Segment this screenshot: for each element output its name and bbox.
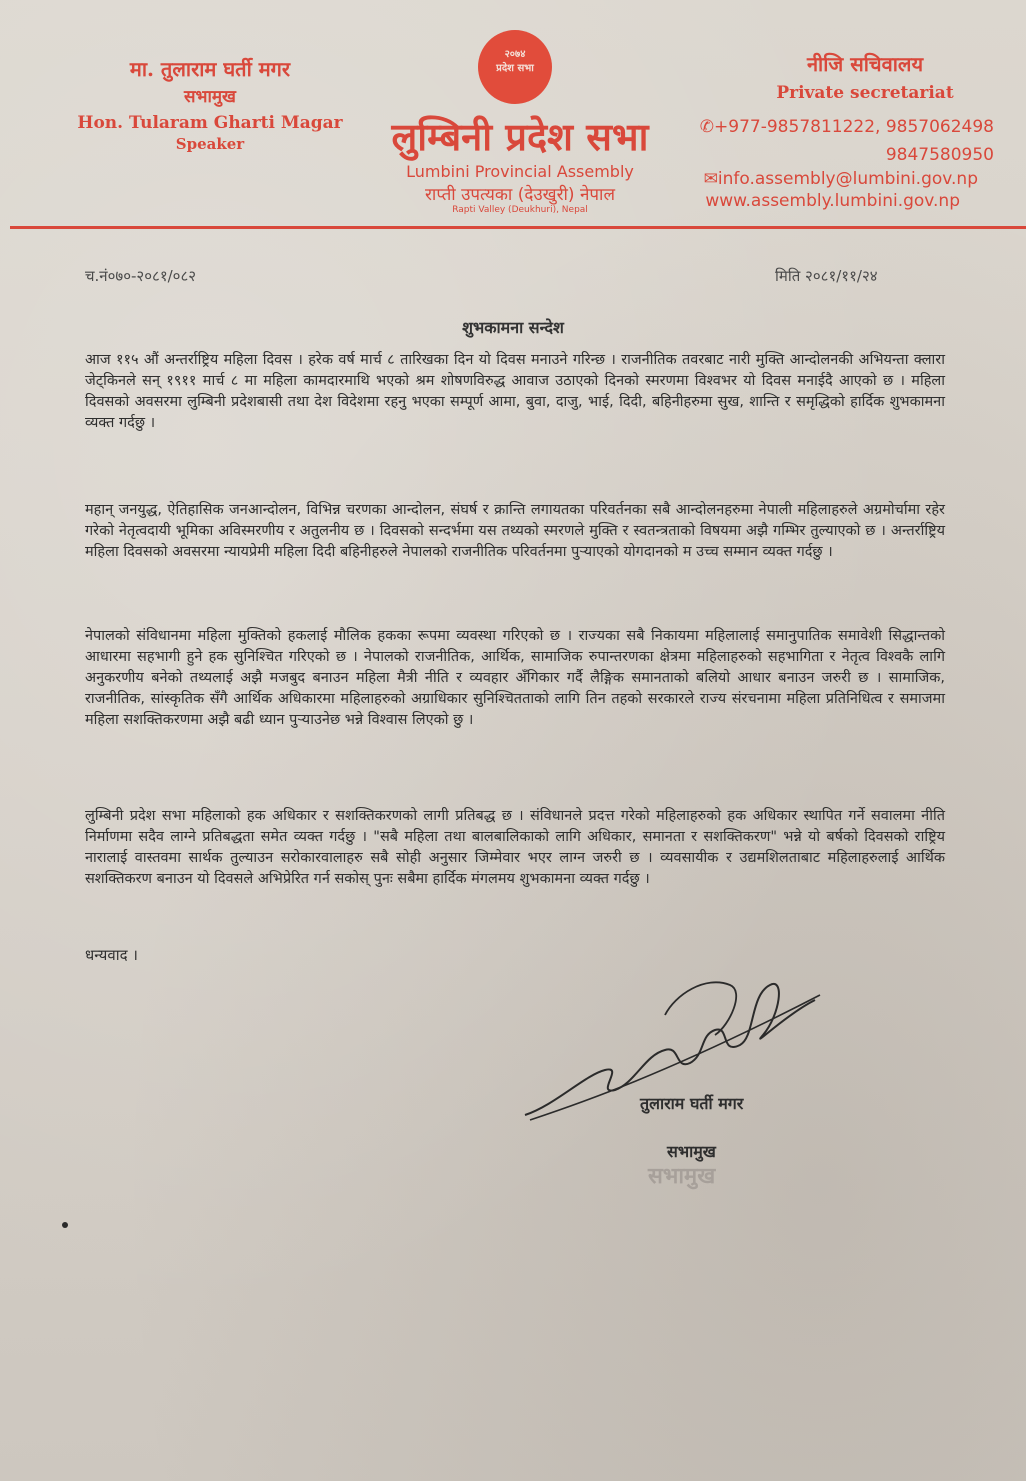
assembly-location-np: राप्ती उपत्यका (देउखुरी) नेपाल xyxy=(424,185,615,205)
paragraph-1: आज ११५ औं अन्तर्राष्ट्रिय महिला दिवस । हरेक वर्ष मार्च ८ तारिखका दिन यो दिवस मनाउने गरिन्छ । राजनीतिक तवरबाट नारी मुक्ति आन्दोलनकी अभियन्ता क्लारा जेट्किनले सन् १९११ मार्च ८ मा महिला कामदारमाथि भएको श्रम शोषणविरुद्ध आवाज उठाएको दिनको स्मरणमा विश्वभर यो दिवस मनाईदै आएको छ । महिला दिवसको अवसरमा लुम्बिनी प्रदेशबासी तथा देश विदेशमा रहनु भएका सम्पूर्ण आमा, बुवा, दाजु, भाई, दिदी, बहिनीहरुमा सुख, शान्ति र समृद्धिको हार्दिक शुभकामना व्यक्त गर्दछु । xyxy=(85,352,945,431)
speaker-name-en: Hon. Tularam Gharti Magar xyxy=(77,113,343,133)
assembly-title-np: लुम्बिनी प्रदेश सभा xyxy=(391,114,649,159)
logo-text-top: २०७४ xyxy=(504,49,526,60)
paragraph-2: महान् जनयुद्ध, ऐतिहासिक जनआन्दोलन, विभिन्न चरणका आन्दोलन, संघर्ष र क्रान्ति लगायतका परिवर्तनका सबै आन्दोलनहरुमा नेपाली महिलाहरुले अग्रमोर्चामा रहेर गरेको नेतृत्वदायी भूमिका अविस्मरणीय र अतुलनीय छ । दिवसको सन्दर्भमा यस तथ्यको स्मरणले मुक्ति र स्वतन्त्रताको विषयमा अझै गम्भिर तुल्याएको छ । अन्तर्राष्ट्रिय महिला दिवसको अवसरमा न्यायप्रेमी महिला दिदी बहिनीहरुले नेपालको राजनीतिक परिवर्तनमा पुर्‍याएको योगदानको म उच्च सम्मान व्यक्त गर्दछु । xyxy=(85,502,945,560)
letter-subject: शुभकामना सन्देश xyxy=(462,318,564,337)
signatory-name: तुलाराम घर्ती मगर xyxy=(640,1094,744,1113)
ink-spot xyxy=(62,1222,68,1228)
paragraph-4: लुम्बिनी प्रदेश सभा महिलाको हक अधिकार र सशक्तिकरणको लागी प्रतिबद्ध छ । संविधानले प्रदत्त गरेको महिलाहरुको हक अधिकार स्थापित गर्ने सवालमा नीति निर्माणमा सदैव लाग्ने प्रतिबद्धता समेत व्यक्त गर्दछु । "सबै महिला तथा बालबालिकाको लागि अधिकार, समानता र सशक्तिकरण" भन्ने यो बर्षको दिवसको राष्ट्रिय नारालाई वास्तवमा सार्थक तुल्याउन सरोकारवालाहरु सबै सोही अनुसार जिम्मेवार भएर लाग्न जरुरी छ । व्यवसायीक र उद्यमशिलताबाट महिलाहरुलाई आर्थिक सशक्तिकरण बनाउन यो दिवसले अभिप्रेरित गर्न सकोस् पुनः सबैमा हार्दिक मंगलमय शुभकामना व्यक्त गर्दछु । xyxy=(85,808,945,887)
email-address: ✉info.assembly@lumbini.gov.np xyxy=(703,169,978,189)
header-divider xyxy=(10,226,1026,229)
reference-number: च.नं०७०-२०८१/०८२ xyxy=(85,267,197,285)
speaker-title-en: Speaker xyxy=(175,135,245,153)
logo-text-bottom: प्रदेश सभा xyxy=(496,63,534,74)
signatory-title: सभामुख xyxy=(667,1142,716,1161)
assembly-title-en: Lumbini Provincial Assembly xyxy=(406,162,634,181)
speaker-title-np: सभामुख xyxy=(184,87,236,107)
closing: धन्यवाद । xyxy=(85,946,138,964)
phone-numbers: ✆+977-9857811222, 9857062498 xyxy=(699,117,994,137)
speaker-name-np: मा. तुलाराम घर्ती मगर xyxy=(129,57,291,81)
assembly-logo xyxy=(478,30,552,104)
paragraph-3: नेपालको संविधानमा महिला मुक्तिको हकलाई मौलिक हकका रूपमा व्यवस्था गरिएको छ । राज्यका सबै निकायमा महिलालाई समानुपातिक समावेशी सिद्धान्तको आधारमा सहभागी हुने हक सुनिश्चित गरिएको छ । नेपालको राजनीतिक, आर्थिक, सामाजिक रुपान्तरणका क्षेत्रमा महिलाहरुको सहभागिता र नेतृत्व विश्वकै लागि अनुकरणीय बनेको तथ्यलाई अझै मजबुद बनाउन महिला मैत्री नीति र व्यवहार अँगिकार गर्दै लैङ्गिक समानताको बलियो आधार बनाउन जरुरी छ । सामाजिक, राजनीतिक, सांस्कृतिक सँगै आर्थिक अधिकारमा महिलाहरुको अग्राधिकार सुनिश्चितताको लागि तिन तहको सरकारले राज्य संरचनामा महिला प्रतिनिधित्व र समाजमा महिला सशक्तिकरणमा अझै बढी ध्यान पुर्‍याउनेछ भन्ने विश्वास लिएको छु । xyxy=(85,628,945,728)
assembly-location-en: Rapti Valley (Deukhuri), Nepal xyxy=(452,205,588,215)
website-url: www.assembly.lumbini.gov.np xyxy=(705,191,960,211)
speaker-block xyxy=(60,55,360,153)
secretariat-title-np: नीजि सचिवालय xyxy=(806,52,924,76)
phone-number-2: 9847580950 xyxy=(885,145,994,165)
office-stamp: सभामुख xyxy=(648,1164,716,1189)
secretariat-title-en: Private secretariat xyxy=(776,83,954,103)
letter-date: मिति २०८१/११/२४ xyxy=(775,267,878,285)
secretariat-block xyxy=(690,50,1000,211)
